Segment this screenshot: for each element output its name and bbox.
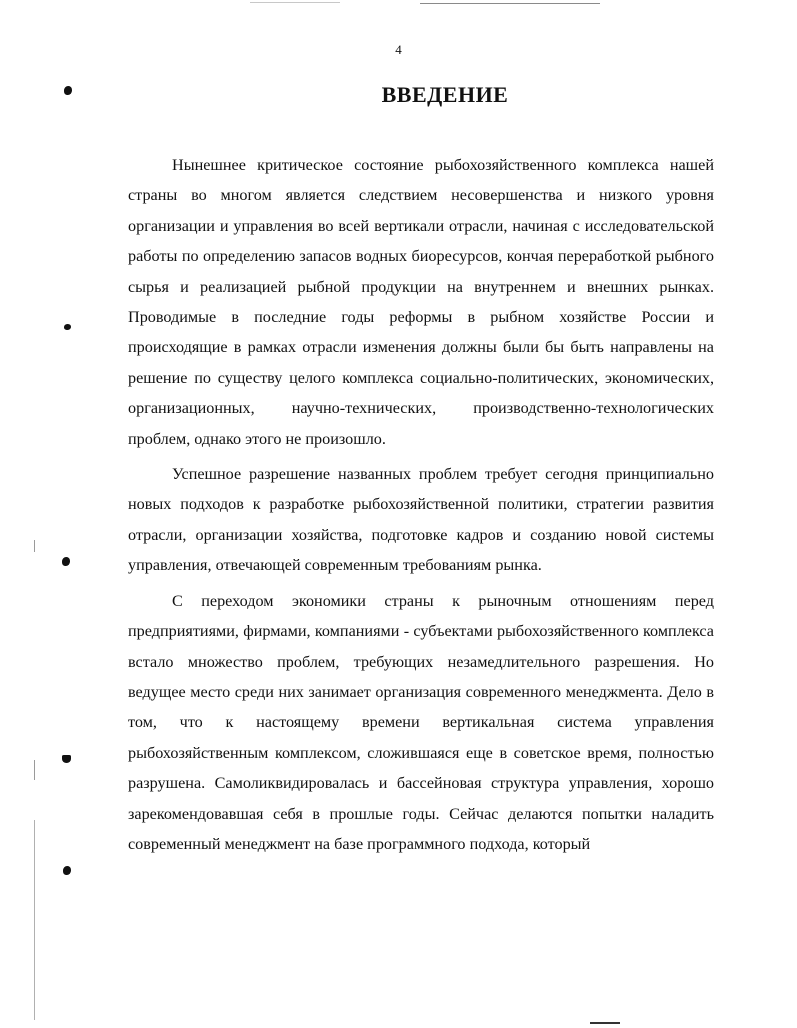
scan-artifact-line — [420, 3, 600, 4]
binding-hole-mark — [64, 324, 71, 330]
page-title: ВВЕДЕНИЕ — [381, 82, 509, 107]
paragraph: Нынешнее критическое состояние рыбохозяйственного комплекса нашей страны во многом является следствием несовершенства и низкого уровня организации и управления во всей вертикали отрасли, начиная с исследовательской работы по определению запасов водных биоресурсов, кончая переработкой рыбного сырья и реализацией рыбной продукции на внутреннем и внешних рынках. Проводимые в последние годы реформы в рыбном хозяйстве России и происходящие в рамках отрасли изменения должны были бы быть направлены на решение по существу целого комплекса социально-политических, экономических, организационных, научно-технических, производственно-технологических проблем, однако этого не произошло. — [128, 156, 714, 448]
binding-hole-mark — [64, 86, 72, 95]
scan-smudge — [590, 1022, 620, 1024]
document-body — [128, 150, 714, 864]
paragraph: С переходом экономики страны к рыночным отношениям перед предприятиями, фирмами, компаниями - субъектами рыбохозяйственного комплекса встало множество проблем, требующих незамедлительного разрешения. Но ведущее место среди них занимает организация современного менеджмента. Дело в том, что к настоящему времени вертикальная система управления рыбохозяйственным комплексом, сложившаяся еще в советское время, полностью разрушена. Самоликвидировалась и бассейновая структура управления, хорошо зарекомендовавшая себя в прошлые годы. Сейчас делаются попытки наладить современный менеджмент на базе программного подхода, который — [128, 591, 714, 853]
page-number: 4 — [395, 42, 402, 57]
binding-hole-mark — [62, 755, 71, 763]
paragraph: Успешное разрешение названных проблем требует сегодня принципиально новых подходов к разработке рыбохозяйственной политики, стратегии развития отрасли, организации хозяйства, подготовке кадров и созданию новой системы управления, отвечающей современным требованиям рынка. — [128, 465, 714, 575]
scan-edge-line — [34, 540, 35, 552]
scan-edge-line — [34, 760, 35, 780]
binding-hole-mark — [62, 557, 70, 566]
binding-hole-mark — [63, 866, 71, 875]
scan-artifact-line — [250, 2, 340, 3]
scan-edge-line — [34, 820, 35, 1020]
